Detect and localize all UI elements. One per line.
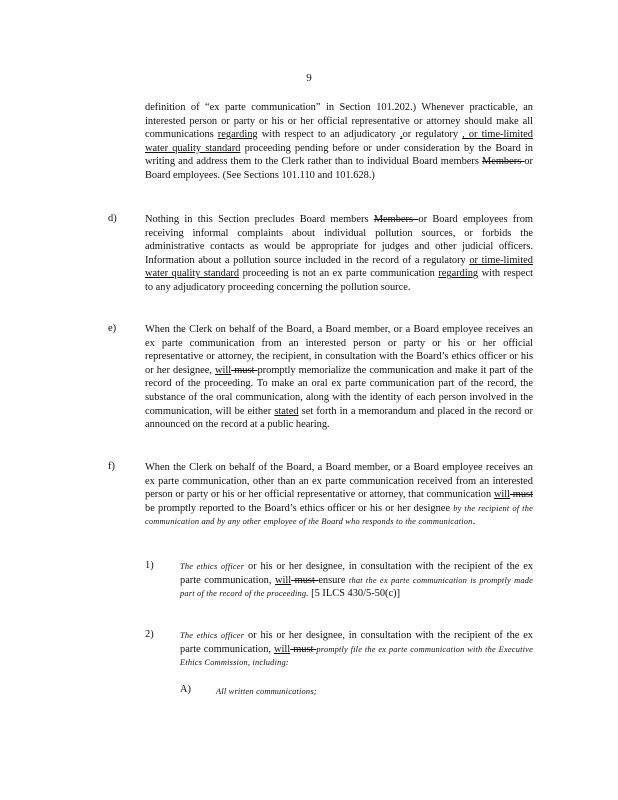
subsection-d-paragraph [145,213,533,295]
e-text-3: set forth in a memorandum and placed in the record or announced on the record at a public hearing. [145,405,534,431]
intro-text-3: or regulatory [402,129,463,141]
d-insert-2: regarding [438,268,479,280]
fA-italic-1: All written communications; [216,687,317,696]
item-2-paragraph [180,629,533,670]
d-insert-1: or time-limited water quality standard [145,254,533,280]
f-text-1: When the Clerk on behalf of the Board, a Board member, or a Board employee receives an ex parte communication, other than an ex parte communication received from an interested person or party or his or her official representative or attorney, that communication [145,462,533,501]
d-text-1: Nothing in this Section precludes Board members [145,214,374,225]
d-text-2: or Board employees from receiving informal complaints about individual pollution sources, or forbids the administrative contacts as would be appropriate for judges and other judicial officers. Information about a pollution source included in the record of a regulatory [145,214,533,266]
intro-insert-2: , [399,129,403,141]
e-text-1: When the Clerk on behalf of the Board, a Board member, or a Board employee receives an ex parte communication from an interested person or party or his or her official representative or attorney, the recipient, in consultation with the Board’s ethics officer or his or her designee, [145,324,533,376]
f2-italic-1: The ethics officer [180,631,245,640]
subsection-e-paragraph [145,323,533,432]
item-1-paragraph [180,560,533,601]
e-insert-1: will [215,364,232,376]
intro-text-4: proceeding pending before or under consideration by the Board in writing and address them to the Clerk rather than to individual Board members [145,142,533,168]
f1-text-3: [5 ILCS 430/5-50(c)] [308,588,401,600]
d-text-4: with respect to any adjudicatory proceeding concerning the pollution source. [145,268,533,293]
f-insert-1: will [493,489,511,501]
f1-text-1: or his or her designee, in consultation with the recipient of the ex parte communication, [180,561,533,586]
intro-paragraph [145,101,533,183]
f2-italic-2: promptly file the ex parte communication with the Executive Ethics Commission, including: [180,644,533,668]
f-italic-1: by the recipient of the communication and by any other employee of the Board who responds to the communication [145,503,534,527]
f-text-3: . [472,516,476,528]
f1-text-2: ensure [318,574,349,586]
intro-deletion-1: Members [482,156,525,168]
e-deletion-1: must [231,364,258,376]
item-2-label: 2) [145,629,154,640]
intro-text-1: definition of “ex parte communication” in Section 101.202.) Whenever practicable, an interested person or party or his or her official representative or attorney should make all communications [145,102,533,141]
e-insert-2: stated [274,405,299,417]
f1-italic-1: The ethics officer [180,562,245,571]
f2-text-1: or his or her designee, in consultation with the recipient of the ex parte communication, [180,630,533,655]
item-a-label: A) [180,684,191,695]
intro-text-5: or Board employees. (See Sections 101.110 and 101.628.) [145,156,534,181]
d-deletion-1: Members [373,214,419,225]
f-text-2: be promptly reported to the Board’s ethics officer or his or her designee [145,502,454,514]
intro-insert-1: regarding [217,129,258,141]
subsection-f-paragraph [145,461,533,529]
d-text-3: proceeding is not an ex parte communication [239,268,439,280]
f-deletion-1: must [510,489,533,501]
item-a-paragraph [216,685,533,699]
intro-text-2: with respect to an adjudicatory [257,129,400,141]
f2-insert-1: will [274,643,291,655]
f1-insert-1: will [274,574,292,586]
f2-deletion-1: must [290,643,317,655]
subsection-e-label: e) [108,323,117,334]
f1-deletion-1: must [291,574,319,586]
subsection-d-label: d) [108,213,117,224]
e-text-2: promptly memorialize the communication and make it part of the record of the proceeding. To make an oral ex parte communication part of the record, the substance of the oral communication, along with the identity of each person involved in the communication, will be either [145,364,533,417]
subsection-f-label: f) [108,461,115,472]
item-1-label: 1) [145,560,154,571]
intro-insert-3: , or time-limited water quality standard [145,129,533,154]
f1-italic-2: that the ex parte communication is promptly made part of the record of the proceeding. [180,575,534,599]
page-number: 9 [306,72,312,84]
